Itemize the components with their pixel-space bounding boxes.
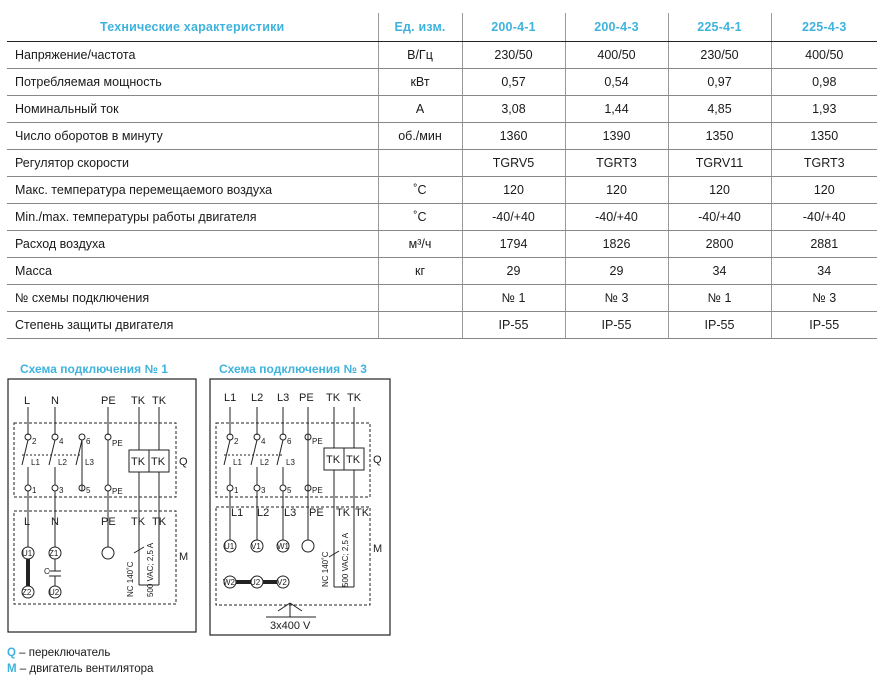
d3-term-V2: V2	[277, 578, 287, 587]
value-cell: 1350	[771, 123, 877, 150]
d3-term-U1: U1	[224, 542, 235, 551]
parameter-cell: Номинальный ток	[7, 96, 378, 123]
value-cell: 4,85	[668, 96, 771, 123]
value-cell: 0,54	[565, 69, 668, 96]
d1-sw-name-L1: L1	[31, 458, 40, 467]
value-cell: -40/+40	[462, 204, 565, 231]
d3-term-U2: U2	[250, 578, 261, 587]
d3-term-V1: V1	[251, 542, 261, 551]
value-cell: № 3	[771, 285, 877, 312]
d1-top-N: N	[51, 395, 59, 407]
value-cell: 0,57	[462, 69, 565, 96]
value-cell: 400/50	[771, 42, 877, 69]
d1-term-Z1: Z1	[49, 549, 59, 558]
value-cell: 120	[462, 177, 565, 204]
d1-mid-TK1: TK	[131, 516, 146, 528]
value-cell: -40/+40	[771, 204, 877, 231]
value-cell: 34	[771, 258, 877, 285]
d1-sw-name-L3: L3	[85, 458, 94, 467]
d1-sw-4: 4	[59, 437, 64, 446]
value-cell: 120	[668, 177, 771, 204]
d3-m-label: M	[373, 543, 383, 555]
d1-sw-pe: PE	[112, 439, 123, 448]
d3-top-PE: PE	[299, 392, 314, 404]
d3-mid-L2: L2	[257, 507, 270, 519]
d3-mid-L1: L1	[231, 507, 244, 519]
d1-thermal-1: NC 140˚C	[126, 561, 135, 597]
d1-sw-1: 1	[32, 486, 37, 495]
table-row	[7, 258, 877, 285]
d3-term-W1: W1	[277, 542, 289, 551]
table-row	[7, 69, 877, 96]
d3-top-L2: L2	[251, 392, 264, 404]
header-model-3: 225-4-1	[668, 13, 771, 42]
d3-sw-1: 1	[234, 486, 239, 495]
legend-m-text: – двигатель вентилятора	[16, 663, 154, 675]
wiring-diagram-1	[0, 375, 200, 637]
value-cell: IP-55	[565, 312, 668, 339]
d1-sw-6: 6	[86, 437, 91, 446]
unit-cell: м³/ч	[378, 231, 462, 258]
parameter-cell: Масса	[7, 258, 378, 285]
d1-q-label: Q	[179, 456, 188, 468]
d1-sw-name-L2: L2	[58, 458, 67, 467]
parameter-cell: Число оборотов в минуту	[7, 123, 378, 150]
table-row	[7, 150, 877, 177]
unit-cell: А	[378, 96, 462, 123]
parameter-cell: № схемы подключения	[7, 285, 378, 312]
legend-m	[7, 663, 153, 675]
value-cell: 1826	[565, 231, 668, 258]
d3-sw-pe2: PE	[312, 486, 323, 495]
parameter-cell: Расход воздуха	[7, 231, 378, 258]
value-cell: -40/+40	[565, 204, 668, 231]
d1-sw-3: 3	[59, 486, 64, 495]
d1-top-L: L	[24, 395, 31, 407]
unit-cell: ˚С	[378, 177, 462, 204]
d3-top-TK2: TK	[347, 392, 362, 404]
table-row	[7, 42, 877, 69]
value-cell: 1,44	[565, 96, 668, 123]
d3-tk-box-2: TK	[346, 454, 361, 466]
d1-term-U2: U2	[49, 588, 60, 597]
value-cell: 2800	[668, 231, 771, 258]
d3-mid-PE: PE	[309, 507, 324, 519]
value-cell: TGRT3	[565, 150, 668, 177]
unit-cell: об./мин	[378, 123, 462, 150]
value-cell: № 1	[668, 285, 771, 312]
value-cell: IP-55	[668, 312, 771, 339]
d3-top-TK1: TK	[326, 392, 341, 404]
value-cell: 400/50	[565, 42, 668, 69]
table-row	[7, 123, 877, 150]
table-row	[7, 312, 877, 339]
d3-sw-name-L3: L3	[286, 458, 295, 467]
d1-mid-PE: PE	[101, 516, 116, 528]
value-cell: 1794	[462, 231, 565, 258]
d3-thermal-1: NC 140˚C	[321, 551, 330, 587]
d1-top-TK2: TK	[152, 395, 167, 407]
d1-cap-label: C	[44, 567, 50, 576]
d3-voltage: 3x400 V	[270, 620, 311, 632]
value-cell: TGRV5	[462, 150, 565, 177]
d3-sw-4: 4	[261, 437, 266, 446]
header-model-2: 200-4-3	[565, 13, 668, 42]
value-cell: 1390	[565, 123, 668, 150]
d3-mid-TK1: TK	[336, 507, 351, 519]
d1-mid-N: N	[51, 516, 59, 528]
table-row	[7, 204, 877, 231]
value-cell: 2881	[771, 231, 877, 258]
d3-sw-name-L1: L1	[233, 458, 242, 467]
unit-cell: В/Гц	[378, 42, 462, 69]
table-row	[7, 285, 877, 312]
unit-cell	[378, 150, 462, 177]
d1-m-label: M	[179, 551, 189, 563]
value-cell: 29	[565, 258, 668, 285]
value-cell: IP-55	[462, 312, 565, 339]
header-model-4: 225-4-3	[771, 13, 877, 42]
d3-mid-L3: L3	[284, 507, 297, 519]
d1-mid-L: L	[24, 516, 31, 528]
parameter-cell: Напряжение/частота	[7, 42, 378, 69]
d1-top-PE: PE	[101, 395, 116, 407]
unit-cell: кВт	[378, 69, 462, 96]
unit-cell	[378, 285, 462, 312]
d3-top-L1: L1	[224, 392, 237, 404]
table-row	[7, 177, 877, 204]
value-cell: 0,97	[668, 69, 771, 96]
value-cell: 1360	[462, 123, 565, 150]
header-characteristics: Технические характеристики	[7, 13, 378, 42]
d1-mid-TK2: TK	[152, 516, 167, 528]
d3-thermal-2: 500 VAC; 2,5 A	[341, 532, 350, 587]
value-cell: TGRV11	[668, 150, 771, 177]
unit-cell: ˚С	[378, 204, 462, 231]
parameter-cell: Min./max. температуры работы двигателя	[7, 204, 378, 231]
value-cell: 230/50	[668, 42, 771, 69]
header-unit: Ед. изм.	[378, 13, 462, 42]
d1-tk-box-2: TK	[151, 456, 166, 468]
wiring-diagram-3	[200, 375, 396, 637]
value-cell: IP-55	[771, 312, 877, 339]
value-cell: -40/+40	[668, 204, 771, 231]
diagram1-frame	[8, 379, 196, 632]
diagram3-title: Схема подключения № 3	[219, 362, 367, 376]
value-cell: № 3	[565, 285, 668, 312]
d1-sw-2: 2	[32, 437, 37, 446]
d3-mid-TK2: TK	[355, 507, 370, 519]
table-row	[7, 231, 877, 258]
value-cell: TGRT3	[771, 150, 877, 177]
d3-tk-box-1: TK	[326, 454, 341, 466]
value-cell: 1,93	[771, 96, 877, 123]
d3-top-L3: L3	[277, 392, 290, 404]
d3-sw-5: 5	[287, 486, 292, 495]
unit-cell: кг	[378, 258, 462, 285]
d1-tk-box-1: TK	[131, 456, 146, 468]
d1-term-Z2: Z2	[22, 588, 32, 597]
value-cell: № 1	[462, 285, 565, 312]
value-cell: 230/50	[462, 42, 565, 69]
table-row	[7, 96, 877, 123]
d3-sw-3: 3	[261, 486, 266, 495]
specs-header-row	[7, 13, 877, 42]
d3-term-W2: W2	[223, 578, 235, 587]
value-cell: 1350	[668, 123, 771, 150]
d1-thermal-2: 500 VAC; 2,5 A	[146, 542, 155, 597]
header-model-1: 200-4-1	[462, 13, 565, 42]
legend-q	[7, 647, 110, 659]
d1-term-U1: U1	[22, 549, 33, 558]
value-cell: 34	[668, 258, 771, 285]
value-cell: 0,98	[771, 69, 877, 96]
value-cell: 120	[771, 177, 877, 204]
legend-q-key: Q	[7, 647, 16, 659]
parameter-cell: Потребляемая мощность	[7, 69, 378, 96]
diagram1-title: Схема подключения № 1	[20, 362, 168, 376]
d3-sw-2: 2	[234, 437, 239, 446]
value-cell: 3,08	[462, 96, 565, 123]
legend-q-text: – переключатель	[15, 647, 111, 659]
parameter-cell: Регулятор скорости	[7, 150, 378, 177]
value-cell: 120	[565, 177, 668, 204]
parameter-cell: Степень защиты двигателя	[7, 312, 378, 339]
d1-sw-5: 5	[86, 486, 91, 495]
d3-q-label: Q	[373, 454, 382, 466]
d3-sw-pe: PE	[312, 437, 323, 446]
d3-sw-6: 6	[287, 437, 292, 446]
specs-table	[7, 13, 877, 339]
unit-cell	[378, 312, 462, 339]
d3-sw-name-L2: L2	[260, 458, 269, 467]
parameter-cell: Макс. температура перемещаемого воздуха	[7, 177, 378, 204]
legend-m-key: M	[7, 663, 17, 675]
value-cell: 29	[462, 258, 565, 285]
d1-top-TK1: TK	[131, 395, 146, 407]
d1-sw-pe2: PE	[112, 487, 123, 496]
